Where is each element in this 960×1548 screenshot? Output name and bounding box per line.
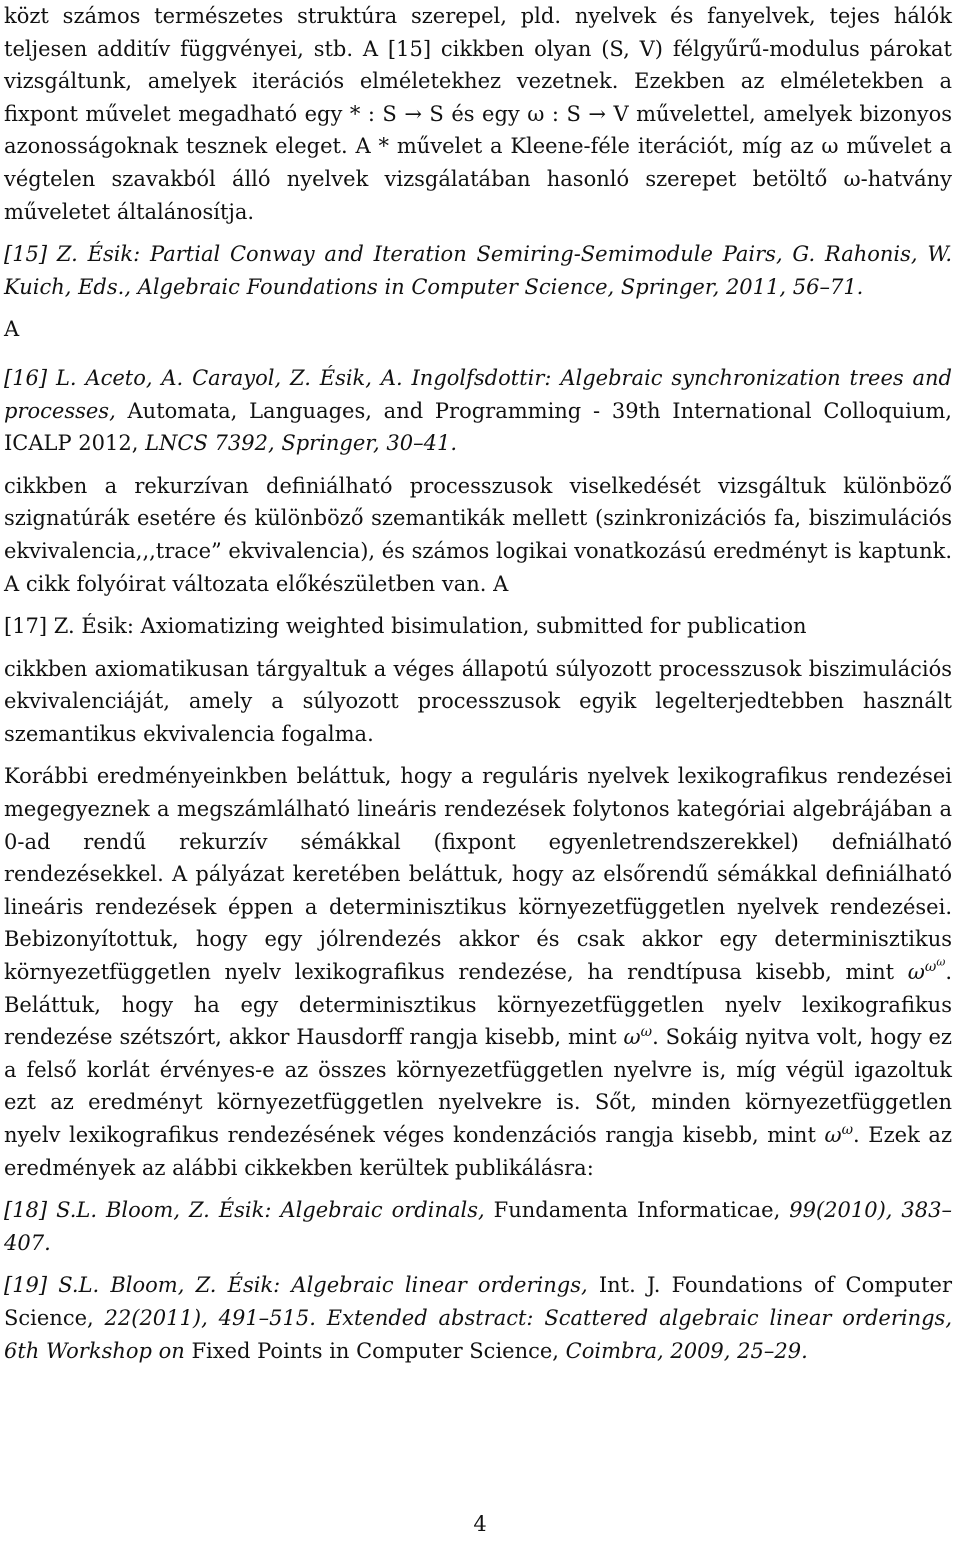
reference-16-pages: LNCS 7392, Springer, 30–41. bbox=[145, 431, 458, 456]
reference-15-trailer: A bbox=[4, 317, 20, 342]
reference-19-authors-title: [19] S.L. Bloom, Z. Ésik: Algebraic linear orderings, bbox=[4, 1273, 588, 1298]
reference-18-authors-title: [18] S.L. Bloom, Z. Ésik: Algebraic ordinals, bbox=[4, 1198, 485, 1223]
reference-19-details: 22(2011), 491–515. Extended abstract: Scattered algebraic linear orderings, 6th Workshop on bbox=[4, 1305, 953, 1363]
reference-19-journal: Int. J. Foundations of Computer Science, bbox=[4, 1273, 952, 1330]
reference-18-pages: 99(2010), 383–407. bbox=[4, 1198, 953, 1255]
reference-18 bbox=[4, 1194, 952, 1259]
omega-power: $\omega^\omega$ bbox=[623, 1024, 653, 1050]
page-number: 4 bbox=[473, 1512, 487, 1536]
orderings-text-1: Korábbi eredményeinkben beláttuk, hogy a reguláris nyelvek lexikografikus rendezései megegyeznek a megszámlálható lineáris rendezések folytonos kategóriai algebrájában a 0-ad rendű rekurzív sémákkal (fixpont egyenletrendszerekkel) defniálható rendezésekkel. A pályázat keretében beláttuk, hogy az elsőrendű sémákkal definiálható lineáris rendezések éppen a determinisztikus környezetfüggetlen nyelvek rendezései. Bebizonyítottuk, hogy egy jólrendezés akkor és csak akkor egy determinisztikus környezetfüggetlen nyelv lexikografikus rendezése, ha rendtípusa kisebb, mint bbox=[4, 764, 952, 985]
reference-16-authors-title: [16] L. Aceto, A. Carayol, Z. Ésik, A. Ingolfsdottir: Algebraic synchronization trees and processes, bbox=[4, 365, 952, 423]
bisimulation-paragraph: cikkben axiomatikusan tárgyaltuk a véges állapotú súlyozott processzusok biszimulációs ekvivalenciáját, amely a súlyozott processzusok egyik legelterjedtebben használt szemantikus ekvivalencia fogalma. bbox=[4, 656, 952, 746]
reference-17: [17] Z. Ésik: Axiomatizing weighted bisimulation, submitted for publication bbox=[4, 614, 807, 639]
reference-19 bbox=[4, 1269, 952, 1367]
orderings-paragraph bbox=[4, 760, 952, 1184]
document-page bbox=[4, 0, 952, 1367]
reference-16-venue: Automata, Languages, and Programming - 39th International Colloquium, ICALP 2012, bbox=[4, 398, 952, 456]
orderings-text-4: . Ezek az eredmények az alábbi cikkekben kerültek publikálásra: bbox=[4, 1123, 953, 1180]
reference-19-venue: Fixed Points in Computer Science, bbox=[184, 1338, 566, 1363]
orderings-text-2: . Beláttuk, hogy ha egy determinisztikus környezetfüggetlen nyelv lexikografikus rendezése szétszórt, akkor Hausdorff rangja kisebb, mint bbox=[4, 960, 952, 1050]
orderings-text-3: . Sokáig nyitva volt, hogy ez a felső korlát érvényes-e az összes környezetfüggetlen nyelvre is, míg végül igazoltuk ezt az eredményt környezetfüggetlen nyelvekre is. Sőt, minden környezetfüggetlen nyelv lexikografikus rendezésének véges kondenzációs rangja kisebb, mint bbox=[4, 1025, 952, 1147]
reference-18-journal: Fundamenta Informaticae, bbox=[484, 1198, 790, 1223]
omega-tower: $\omega^{\omega^\omega}$ bbox=[907, 955, 946, 985]
processes-paragraph: cikkben a rekurzívan definiálható processzusok viselkedését vizsgáltuk különböző szignatúrák esetére és különböző szemantikák mellett (szinkronizációs fa, biszimulációs ekvivalencia,,,trace” ekvivalencia), és számos logikai vonatkozású eredményt is kaptunk. A cikk folyóirat változata előkészületben van. A bbox=[4, 473, 952, 596]
reference-19-place: Coimbra, 2009, 25–29. bbox=[565, 1338, 808, 1363]
reference-16 bbox=[4, 362, 952, 460]
omega-power-2: $\omega^\omega$ bbox=[824, 1122, 854, 1147]
intro-paragraph: közt számos természetes struktúra szerepel, pld. nyelvek és fanyelvek, tejes hálók teljesen additív függvényei, stb. A [15] cikkben olyan (S, V) félgyűrű-modulus párokat vizsgáltunk, amelyek iterációs elméletekhez vezetnek. Ezekben az elméletekben a fixpont művelet megadható egy * : S → S és egy ω : S → V művelettel, amelyek bizonyos azonosságoknak tesznek eleget. A * művelet a Kleene-féle iterációt, míg az ω művelet a végtelen szavakból álló nyelvek vizsgálatában hasonló szerepet betöltő ω-hatvány műveletet általánosítja. bbox=[4, 4, 952, 224]
reference-15: [15] Z. Ésik: Partial Conway and Iteration Semiring-Semimodule Pairs, G. Rahonis, W. Kuich, Eds., Algebraic Foundations in Computer Science, Springer, 2011, 56–71. bbox=[4, 242, 952, 299]
